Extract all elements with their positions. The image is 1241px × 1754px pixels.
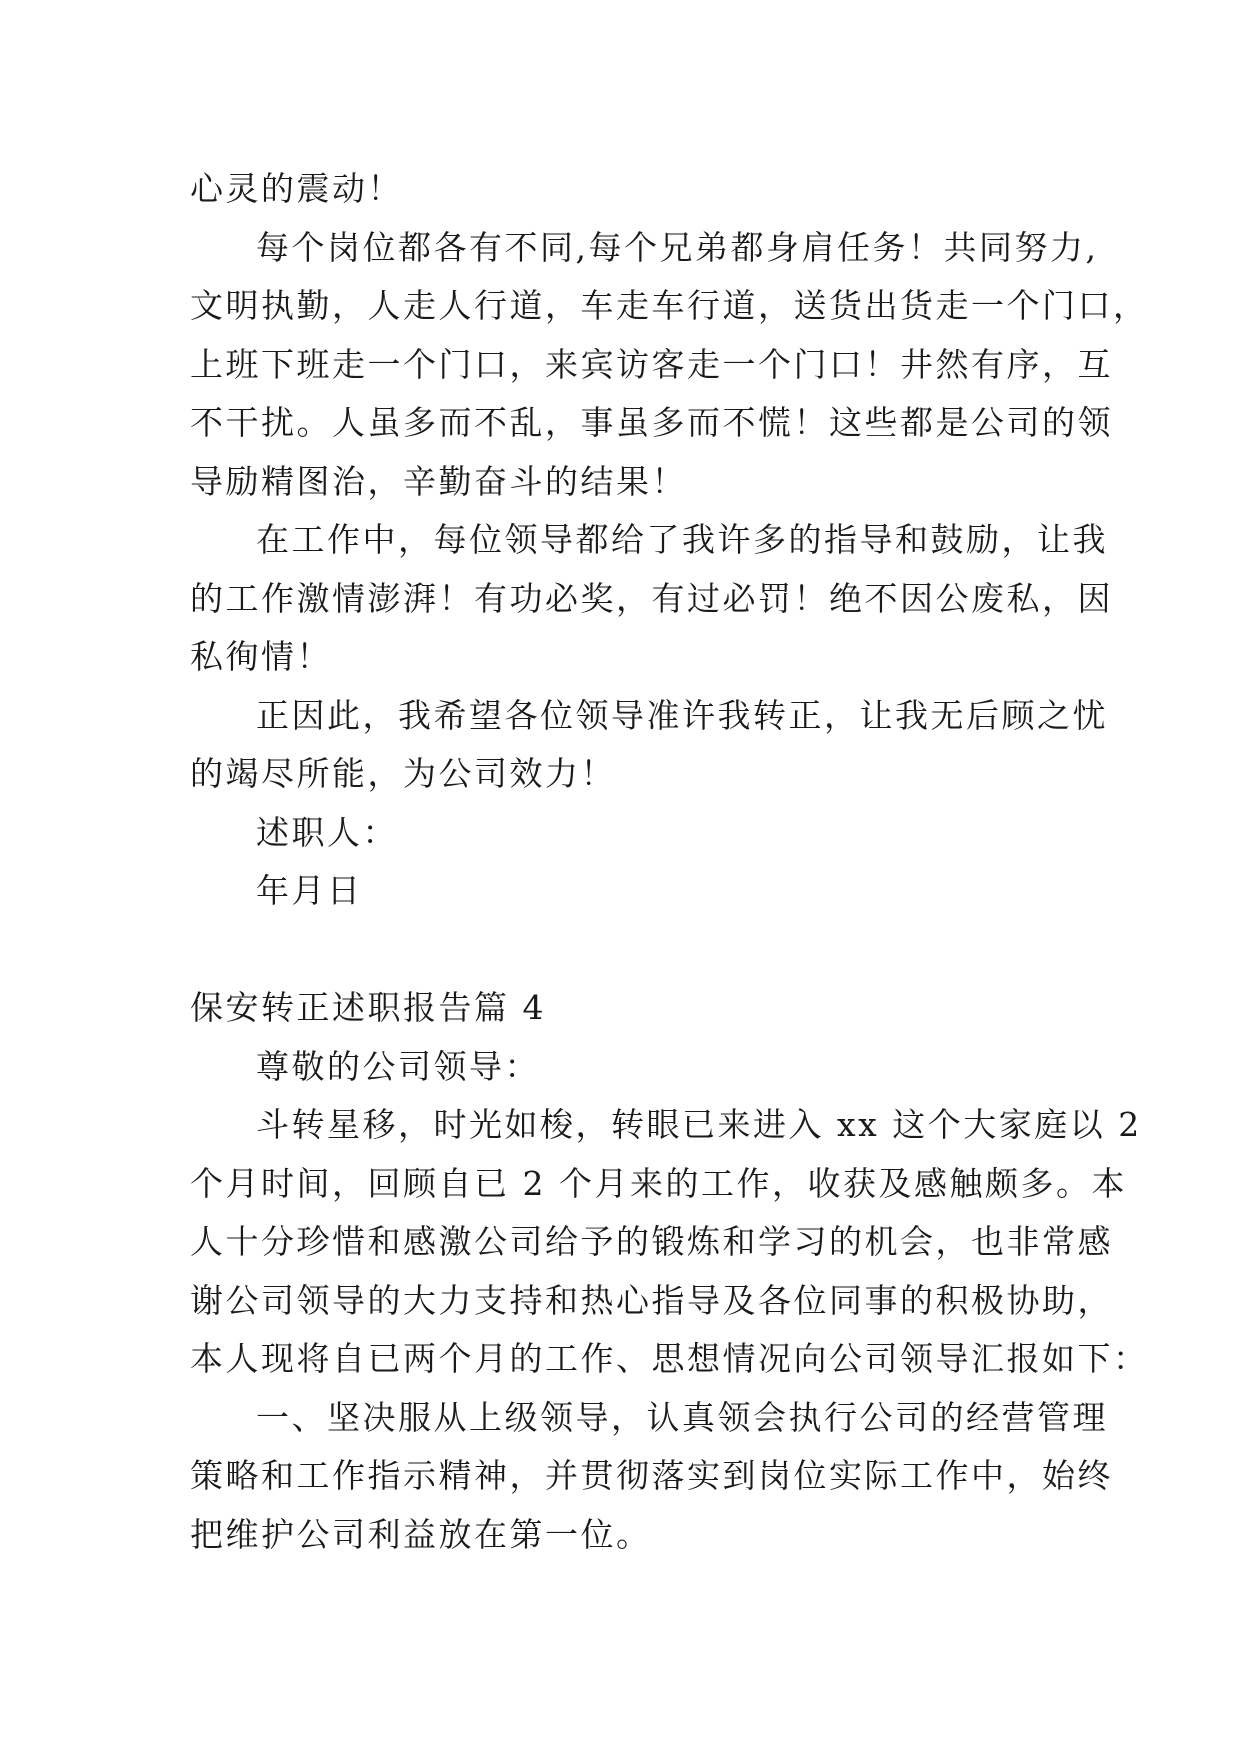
signature-label [190, 804, 1051, 863]
paragraph [190, 687, 1108, 804]
text-line: 尊敬的公司领导： [256, 1046, 540, 1086]
paragraph [190, 160, 1051, 219]
paragraph [190, 219, 1149, 512]
date-label [190, 862, 1051, 921]
paragraph [190, 511, 1113, 687]
text-line: 述职人： [256, 812, 398, 852]
text-line: 每个岗位都各有不同,每个兄弟都身肩任务！共同努力, [256, 227, 1099, 267]
paragraph [190, 1389, 1113, 1565]
salutation [190, 1038, 1051, 1097]
text-line: 本人现将自已两个月的工作、思想情况向公司领导汇报如下： [190, 1339, 1149, 1378]
text-line: 保安转正述职报告篇 4 [190, 988, 546, 1027]
paragraph [190, 1096, 1149, 1389]
text-line: 导励精图治，辛勤奋斗的结果！ [190, 461, 687, 501]
text-line: 的工作激情澎湃！有功必奖，有过必罚！绝不因公废私，因 [190, 578, 1113, 618]
text-line: 私徇情！ [190, 637, 332, 676]
text-line: 正因此，我希望各位领导准许我转正，让我无后顾之忧 [256, 695, 1108, 735]
text-line: 策略和工作指示精神，并贯彻落实到岗位实际工作中，始终 [190, 1456, 1113, 1495]
text-line: 年月日 [256, 871, 363, 910]
text-line: 谢公司领导的大力支持和热心指导及各位同事的积极协助， [190, 1280, 1113, 1320]
text-line: 上班下班走一个门口，来宾访客走一个门口！井然有序，互 [190, 344, 1113, 384]
text-line: 人十分珍惜和感激公司给予的锻炼和学习的机会，也非常感 [190, 1222, 1113, 1261]
text-line: 把维护公司利益放在第一位。 [190, 1514, 652, 1554]
text-line: 文明执勤，人走人行道，车走车行道，送货出货走一个门口， [190, 286, 1149, 325]
text-line: 心灵的震动！ [190, 169, 403, 208]
text-line: 不干扰。人虽多而不乱，事虽多而不慌！这些都是公司的领 [190, 403, 1113, 442]
section-title [190, 979, 1051, 1038]
text-line: 个月时间，回顾自已 2 个月来的工作，收获及感触颇多。本 [190, 1163, 1127, 1203]
text-line: 在工作中，每位领导都给了我许多的指导和鼓励，让我 [256, 520, 1108, 559]
text-line: 的竭尽所能，为公司效力！ [190, 754, 616, 793]
blank-line [190, 921, 1051, 980]
text-line: 斗转星移，时光如梭，转眼已来进入 xx 这个大家庭以 2 [256, 1105, 1142, 1144]
text-line: 一、坚决服从上级领导，认真领会执行公司的经营管理 [256, 1397, 1108, 1437]
